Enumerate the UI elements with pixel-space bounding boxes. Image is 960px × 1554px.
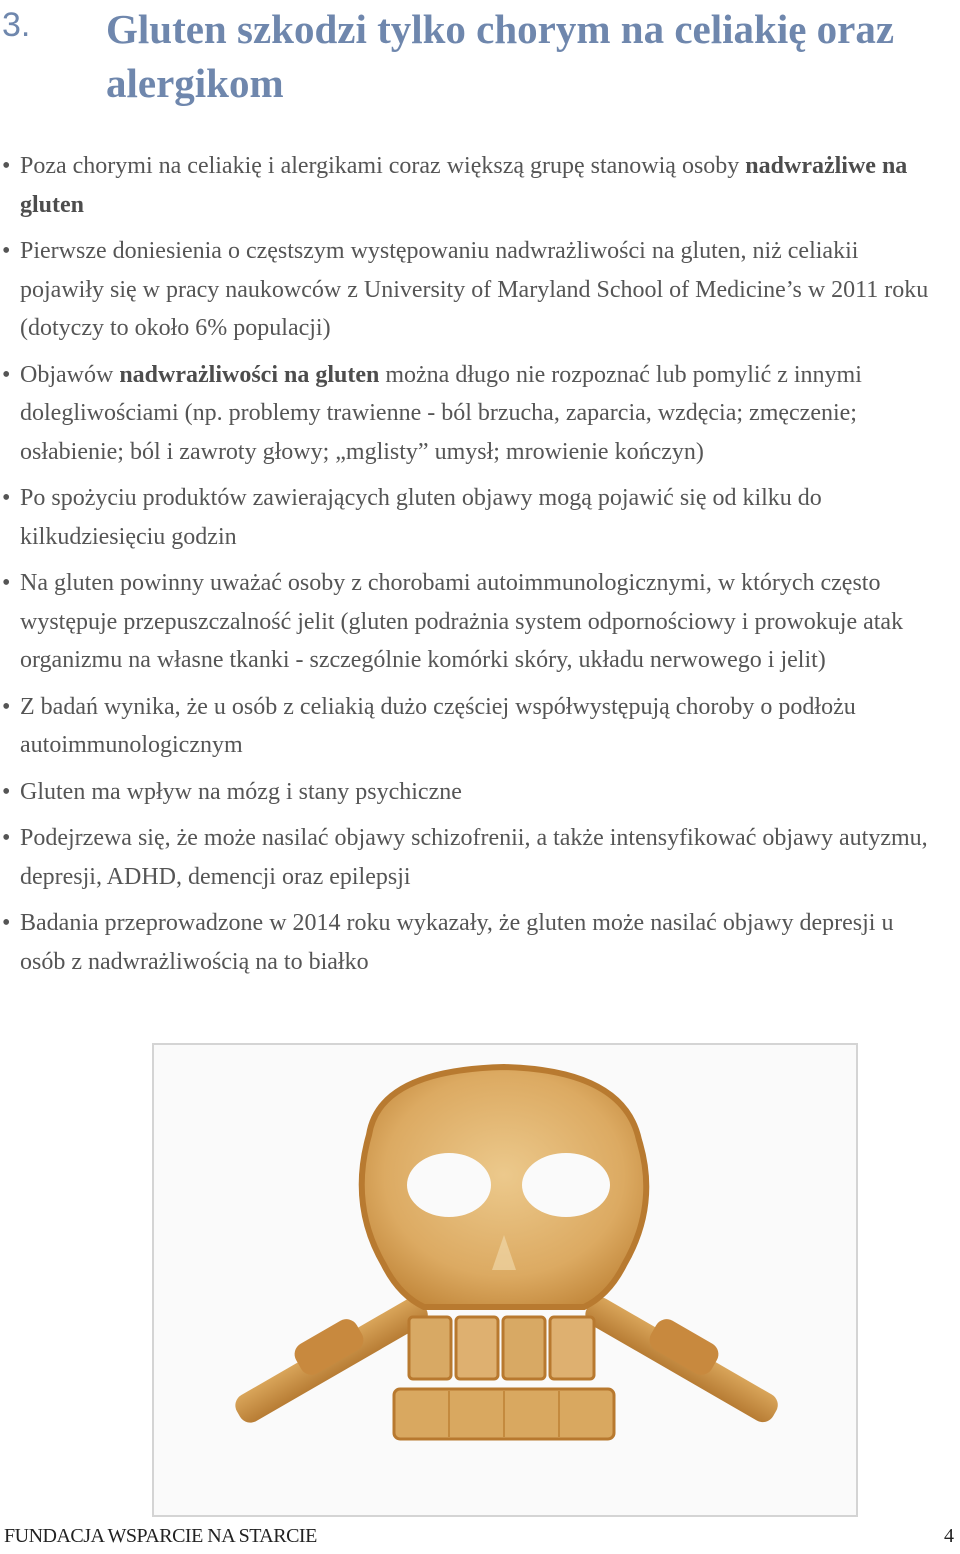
bread-skull-crossbones-icon xyxy=(154,1045,856,1515)
bullet-text: Objawów xyxy=(20,361,120,388)
bullet-emphasis: nadwrażliwe na gluten xyxy=(20,153,908,218)
bullet-item xyxy=(0,688,940,765)
toast-skull xyxy=(362,1067,647,1307)
bullet-text: Na gluten powinny uważać osoby z chorobami autoimmunologicznymi, w których często występuje przepuszczalność jelit (gluten podrażnia system odpornościowy i prowokuje atak organizmu na własne tkanki - szczególnie komórki skóry, układu nerwowego i jelit) xyxy=(20,570,904,673)
bullet-text: Poza chorymi na celiakię i alergikami coraz większą grupę stanowią osoby xyxy=(20,153,746,179)
toast-teeth-top xyxy=(409,1317,594,1379)
bullet-item xyxy=(0,356,940,472)
footer-organization: FUNDACJA WSPARCIE NA STARCIE xyxy=(4,1525,317,1547)
bread-skull-image xyxy=(152,1043,858,1517)
toast-teeth-bottom xyxy=(394,1389,614,1439)
bullet-item xyxy=(0,819,940,896)
bullet-text: Po spożyciu produktów zawierających gluten objawy mogą pojawić się od kilku do kilkudziesięciu godzin xyxy=(20,485,822,550)
bullet-list xyxy=(0,147,940,989)
page-number: 4 xyxy=(944,1525,954,1547)
bullet-text: Pierwsze doniesienia o częstszym występowaniu nadwrażliwości na gluten, niż celiakii pojawiły się w pracy naukowców z University of Maryland School of Medicine’s w 2011 roku (dotyczy to około 6% populacji) xyxy=(20,238,929,341)
bullet-item xyxy=(0,147,940,224)
bullet-text: Gluten ma wpływ na mózg i stany psychiczne xyxy=(20,778,462,805)
bullet-text: Z badań wynika, że u osób z celiakią dużo częściej współwystępują choroby o podłożu autoimmunologicznym xyxy=(20,693,856,758)
right-eye-socket xyxy=(522,1153,610,1217)
bullet-text: Podejrzewa się, że może nasilać objawy schizofrenii, a także intensyfikować objawy autyzmu, depresji, ADHD, demencji oraz epilepsji xyxy=(20,825,928,890)
heading-number: 3. xyxy=(2,6,31,44)
bullet-item xyxy=(0,232,940,348)
bullet-emphasis: nadwrażliwości na gluten xyxy=(119,361,380,388)
bullet-item xyxy=(0,904,940,981)
bullet-item xyxy=(0,564,940,680)
bullet-item xyxy=(0,773,940,812)
bullet-text: można długo nie rozpoznać lub pomylić z innymi dolegliwościami (np. problemy trawienne - ból brzucha, zaparcia, wzdęcia; zmęczenie; osłabienie; ból i zawroty głowy; „mglisty” umysł; mrowienie kończyn) xyxy=(20,361,862,465)
bullet-item xyxy=(0,479,940,556)
bullet-text: Badania przeprowadzone w 2014 roku wykazały, że gluten może nasilać objawy depresji u osób z nadwrażliwością na to białko xyxy=(20,910,894,975)
left-eye-socket xyxy=(407,1153,491,1217)
heading-title: Gluten szkodzi tylko chorym na celiakię oraz alergikom xyxy=(106,6,895,106)
